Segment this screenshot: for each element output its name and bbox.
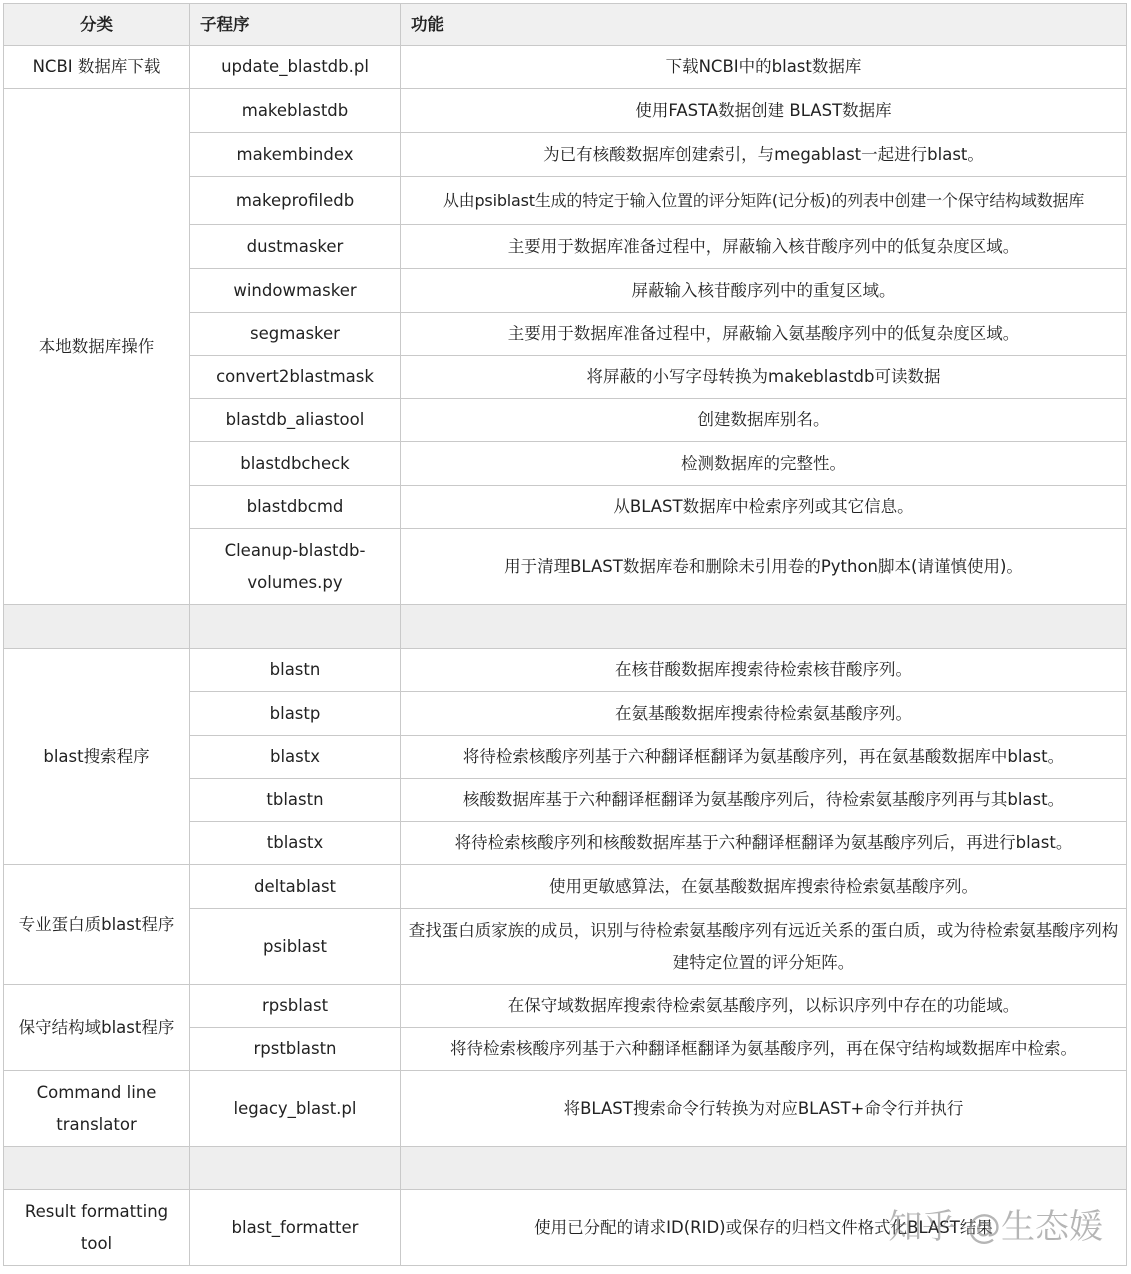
function-cell: 主要用于数据库准备过程中，屏蔽输入核苷酸序列中的低复杂度区域。 [401,225,1127,269]
header-program: 子程序 [190,4,401,46]
table-row [4,1071,1127,1147]
program-cell: convert2blastmask [190,356,401,399]
function-cell: 屏蔽输入核苷酸序列中的重复区域。 [401,269,1127,313]
spacer-row [4,1147,1127,1190]
program-cell: tblastn [190,779,401,822]
header-category: 分类 [4,4,190,46]
program-cell: update_blastdb.pl [190,46,401,89]
watermark: 知乎 @生态媛 [888,1207,1103,1247]
function-cell: 查找蛋白质家族的成员，识别与待检索氨基酸序列有远近关系的蛋白质，或为待检索氨基酸序列构建特定位置的评分矩阵。 [401,909,1127,985]
function-cell: 将待检索核酸序列和核酸数据库基于六种翻译框翻译为氨基酸序列后，再进行blast。 [401,822,1127,865]
program-cell: makeblastdb [190,89,401,133]
table-row [4,649,1127,692]
category-cell: blast搜索程序 [4,649,190,865]
program-cell: Cleanup-blastdb-volumes.py [190,529,401,605]
table-row [4,1190,1127,1266]
function-cell: 用于清理BLAST数据库卷和删除未引用卷的Python脚本(请谨慎使用)。 [401,529,1127,605]
program-cell: legacy_blast.pl [190,1071,401,1147]
function-cell: 下载NCBI中的blast数据库 [401,46,1127,89]
function-cell: 使用FASTA数据创建 BLAST数据库 [401,89,1127,133]
program-cell: blastn [190,649,401,692]
program-cell: rpsblast [190,985,401,1028]
header-function: 功能 [401,4,1127,46]
program-cell: windowmasker [190,269,401,313]
header-row [4,4,1127,46]
function-cell: 检测数据库的完整性。 [401,442,1127,486]
program-cell: blastdbcheck [190,442,401,486]
category-cell: Command line translator [4,1071,190,1147]
category-cell: 保守结构域blast程序 [4,985,190,1071]
function-cell: 将待检索核酸序列基于六种翻译框翻译为氨基酸序列，再在保守结构域数据库中检索。 [401,1028,1127,1071]
program-cell: deltablast [190,865,401,909]
program-cell: blastdb_aliastool [190,399,401,442]
program-cell: segmasker [190,313,401,356]
function-cell: 为已有核酸数据库创建索引，与megablast一起进行blast。 [401,133,1127,177]
program-cell: tblastx [190,822,401,865]
program-cell: rpstblastn [190,1028,401,1071]
program-cell: blastp [190,692,401,736]
table-row [4,89,1127,133]
table-row [4,865,1127,909]
function-cell: 在核苷酸数据库搜索待检索核苷酸序列。 [401,649,1127,692]
blast-programs-table [3,3,1127,1266]
function-cell: 使用已分配的请求ID(RID)或保存的归档文件格式化BLAST结果 [401,1190,1127,1266]
program-cell: makembindex [190,133,401,177]
function-cell: 使用更敏感算法，在氨基酸数据库搜索待检索氨基酸序列。 [401,865,1127,909]
program-cell: makeprofiledb [190,177,401,225]
function-cell: 从BLAST数据库中检索序列或其它信息。 [401,486,1127,529]
function-cell: 将BLAST搜索命令行转换为对应BLAST+命令行并执行 [401,1071,1127,1147]
category-cell: NCBI 数据库下载 [4,46,190,89]
category-cell: 专业蛋白质blast程序 [4,865,190,985]
function-cell: 将屏蔽的小写字母转换为makeblastdb可读数据 [401,356,1127,399]
table-row [4,985,1127,1028]
program-cell: psiblast [190,909,401,985]
category-cell: 本地数据库操作 [4,89,190,605]
category-cell: Result formatting tool [4,1190,190,1266]
spacer-row [4,605,1127,649]
function-cell: 从由psiblast生成的特定于输入位置的评分矩阵(记分板)的列表中创建一个保守结构域数据库 [401,177,1127,225]
function-cell: 将待检索核酸序列基于六种翻译框翻译为氨基酸序列，再在氨基酸数据库中blast。 [401,736,1127,779]
function-cell: 主要用于数据库准备过程中，屏蔽输入氨基酸序列中的低复杂度区域。 [401,313,1127,356]
program-cell: blast_formatter [190,1190,401,1266]
program-cell: blastx [190,736,401,779]
program-cell: dustmasker [190,225,401,269]
function-cell: 在氨基酸数据库搜索待检索氨基酸序列。 [401,692,1127,736]
function-cell: 创建数据库别名。 [401,399,1127,442]
function-cell: 核酸数据库基于六种翻译框翻译为氨基酸序列后，待检索氨基酸序列再与其blast。 [401,779,1127,822]
program-cell: blastdbcmd [190,486,401,529]
function-cell: 在保守域数据库搜索待检索氨基酸序列，以标识序列中存在的功能域。 [401,985,1127,1028]
table-row [4,46,1127,89]
